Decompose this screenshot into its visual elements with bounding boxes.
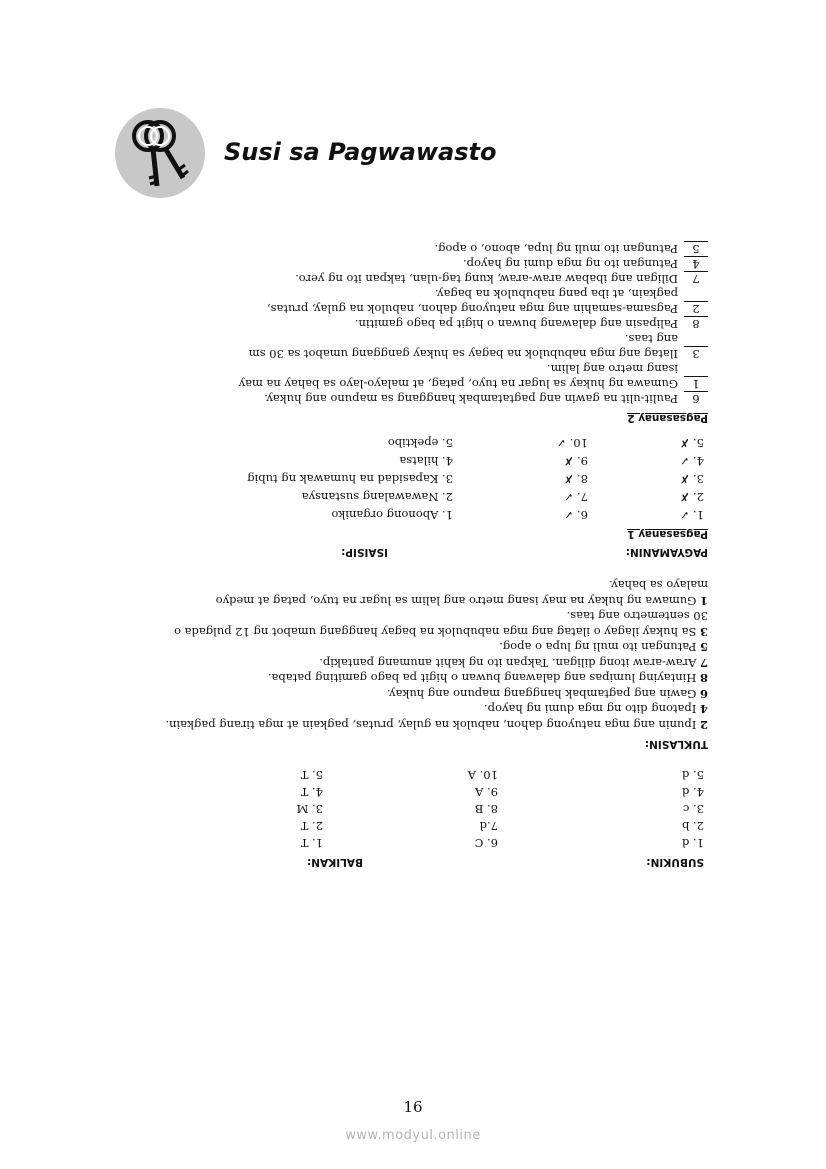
pagsasanay-2-line: 6Paulit-ulit na gawin ang pagtatambak hanggang sa mapuno ang hukay. [264, 391, 708, 406]
tuklasin-line: 4 Ipatong dito ng mga dumi ng hayop. [484, 702, 708, 717]
pagsasanay-2-line: 5Patungan ito muli ng lupa, abono, o apog. [434, 241, 708, 256]
tuklasin-line: 6 Gawin ang pagtambak hanggang mapuno ang hukay. [386, 687, 708, 701]
pagsasanay-2-line: 1Gumawa ng hukay sa lugar na tuyo, patag, at malayo-layo sa bahay na may [239, 376, 708, 391]
isaisip-header: ISAISIP: [341, 546, 388, 558]
tuklasin-line: malayo sa bahay. [609, 578, 708, 593]
watermark: www.modyul.online [345, 1128, 481, 1143]
tuklasin-line: 5 Patungan ito muli ng lupa o apog. [499, 640, 708, 655]
pagsasanay-2-line: 4Patungan ito ng mga dumi ng hayop. [463, 256, 708, 271]
pagsasanay-2-line: isang metro ang lalim. [547, 362, 678, 376]
pagsasanay-1-header: Pagsasanay 1 [627, 528, 708, 540]
tuklasin-line: 8 Hintaying lumipas ang dalawang buwan o higit pa bago gamiting pataba. [267, 671, 708, 686]
pagsasanay-2-line: 3Ilatag ang mga nabubulok na bagay sa hukay ganggang umabot sa 30 sm [249, 346, 708, 361]
tuklasin-line: 2 Ipunin ang mga natuyong dahon, nabulok na gulay, prutas, pagkain at mga tirang pagkain. [165, 718, 708, 732]
page-title: Susi sa Pagwawasto [224, 138, 497, 166]
pagsasanay-2-line: ang taas. [624, 332, 678, 346]
keys-icon [115, 108, 205, 198]
page-number: 16 [403, 1098, 423, 1116]
answer-key-block: SUBUKIN: BALIKAN: 1. d 6. C 1. T 2. b 7.d 2. T 3. c 8. B 3. M 4. d 9. A 4. T 5. d 10. A 5. T TUKLASIN: 2 Ipunin ang mga natuyong dahon, nabulok na gulay, prutas, pagkain at mga tirang pagkain. 4 Ipatong dito ng mga dumi ng hayop. 6 Gawin ang pagtambak hanggang mapuno ang hukay. 8 Hintaying lumipas ang dalawang buwan o higit pa bago gamiting pataba. 7 Araw-araw itong diligan. Takpan ito ng kahit anumang pantakip. 5 Patungan ito muli ng lupa o apog. 3 Sa hukay ilagay o ilatag ang mga nabubulok na bagay hanggang umabot ng 12 pulgada o 30 sentemetro ang taas. 1 Gumawa ng hukay na may isang metro ang lalim sa lugar na tuyo, patag at medyo malayo sa bahay. PAGYAMANIN: ISAISIP: Pagsasanay 1 1. ✓ 6. ✓ 1. Abonong organiko 2. ✗ 7. ✓ 2. Nawawalang sustansya 3. ✗ 8. ✗ 3. Kapasidad na humawak ng tubig 4. ✓ 9. ✗ 4. hilatsa 5. ✗ 10. ✓ 5. epektibo Pagsasanay 2 6Paulit-ulit na gawin ang pagtatambak hanggang sa mapuno ang hukay. 1Gumawa ng hukay sa lugar na tuyo, patag, at malayo-layo sa bahay na may isang metro ang lalim. 3Ilatag ang mga nabubulok na bagay sa hukay ganggang umabot sa 30 sm ang taas. 8Palipasin ang dalawang buwan o higit pa bago gamitin. 2Pagsama-samahin ang mga natuyong dahon, nabulok na gulay, prutas, pagkain, at iba pang nabubulok na bagay. 7Diligan ang ibabaw araw-araw, kung tag-ulan, takpan ito ng yero. 4Patungan ito ng mga dumi ng hayop. 5Patungan ito muli ng lupa, abono, o apog. [165, 242, 708, 868]
keys-logo [115, 108, 205, 198]
tuklasin-line: 3 Sa hukay ilagay o ilatag ang mga nabubulok na bagay hanggang umabot ng 12 pulgada o [174, 625, 708, 639]
tuklasin-header: TUKLASIN: [644, 738, 708, 750]
pagsasanay-2-header: Pagsasanay 2 [627, 412, 708, 424]
pagsasanay-2-line: 2Pagsama-samahin ang mga natuyong dahon, nabulok na gulay, prutas, [267, 301, 708, 316]
pagsasanay-2-line: 8Palipasin ang dalawang buwan o higit pa bago gamitin. [355, 316, 708, 331]
tuklasin-line: 1 Gumawa ng hukay na may isang metro ang lalim sa lugar na tuyo, patag at medyo [215, 594, 708, 608]
pagsasanay-2-line: 7Diligan ang ibabaw araw-araw, kung tag-ulan, takpan ito ng yero. [295, 271, 708, 286]
pagsasanay-2-line: pagkain, at iba pang nabubulok na bagay. [434, 287, 678, 301]
tuklasin-line: 7 Araw-araw itong diligan. Takpan ito ng kahit anumang pantakip. [319, 656, 708, 670]
tuklasin-line: 30 sentemetro ang taas. [566, 609, 708, 624]
pagyamanin-header: PAGYAMANIN: [625, 546, 708, 558]
